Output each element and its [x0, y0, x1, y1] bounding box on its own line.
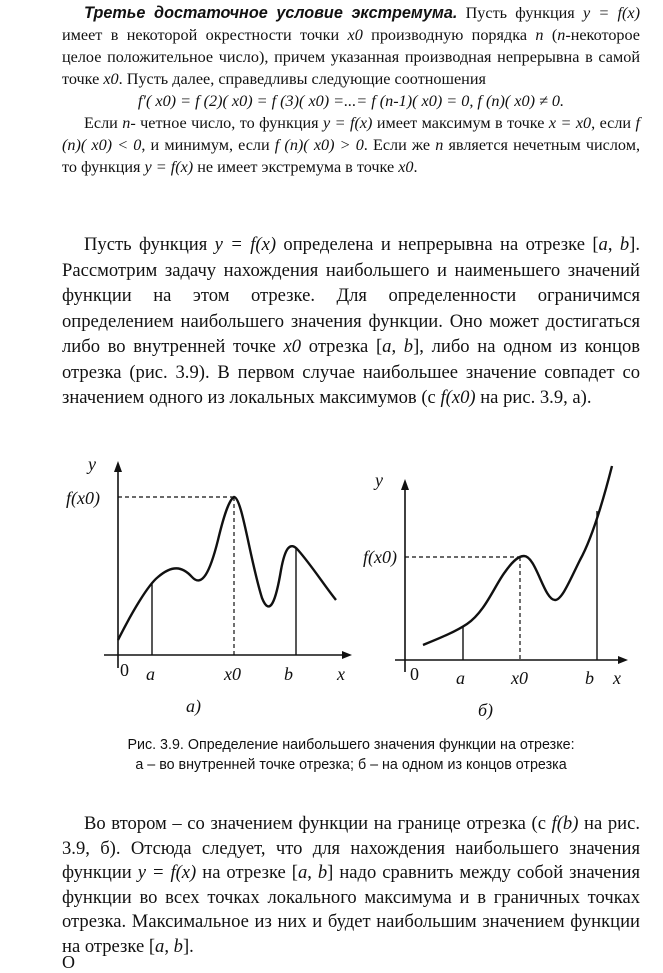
b-label: b — [284, 664, 293, 684]
y-label: y — [88, 454, 96, 474]
origin-label: 0 — [410, 664, 419, 684]
caption-line-1: Рис. 3.9. Определение наибольшего значения функции на отрезке: — [127, 737, 575, 753]
x-label: x — [613, 668, 621, 688]
caption-line-2: а – во внутренней точке отрезка; б – на одном из концов отрезка — [135, 757, 567, 773]
curve-a — [118, 497, 336, 640]
paragraph-text: Во втором – со значением функции на границе отрезка (с f(b) на рис. 3.9, б). Отсюда следует, что для нахождения наибольшего значения функции y = f(x) на отрезке [a, b] надо сравнить между собой значения функции во всех точках локального максимума и в граничных точках отрезка. Максимальное из них и будет наибольшим значением функции на отрезке [a, b]. — [62, 813, 641, 957]
x-axis-arrow — [618, 656, 628, 664]
paragraph-condition: Если n- четное число, то функция y = f(x) имеет максимум в точке x = x0, если f (n)( x0) < 0, и минимум, если f (n)( x0) > 0. Если же n является нечетным числом, то функция y = f(x) не имеет экстремума в точке x0. — [62, 114, 641, 176]
graph-a-labels — [66, 454, 345, 717]
graph-b — [395, 466, 628, 672]
x-label: x — [337, 664, 345, 684]
paragraph-text: Пусть функция y = f(x) определена и непрерывна на отрезке [a, b]. Рассмотрим задачу нахождения наибольшего и наименьшего значений функции на этом отрезке. Для определенности ограничимся определением наибольшего значения функции. Оно может достигаться либо во внутренней точке x0 отрезка [a, b], либо на одном из концов отрезка (рис. 3.9). В первом случае наибольшее значение совпадет со значением одного из локальных максимумов (с f(x0) на рис. 3.9, а). — [62, 234, 641, 408]
graph-a — [104, 461, 352, 668]
paragraph-text: Третье достаточное условие экстремума. Пусть функция y = f(x) имеет в некоторой окрестности точки x0 производную порядка n (n-некоторое целое положительное число), причем указанная производная непрерывна в самой точке x0. Пусть далее, справедливы следующие соотношения — [62, 4, 640, 88]
fx0-label: f(x0) — [363, 547, 397, 567]
x0-label: x0 — [224, 664, 241, 684]
x0-label: x0 — [511, 668, 528, 688]
paragraph-boundary-case — [62, 812, 640, 959]
formula-derivatives: f′( x0) = f (2)( x0) = f (3)( x0) =...= f (n-1)( x0) = 0, f (n)( x0) ≠ 0. — [137, 92, 565, 110]
cut-off-line: О — [62, 952, 75, 972]
y-axis-arrow — [114, 461, 122, 472]
a-label: a — [456, 668, 465, 688]
y-axis-arrow — [401, 479, 409, 490]
section-title: Третье достаточное условие экстремума. — [84, 4, 458, 22]
origin-label: 0 — [120, 660, 129, 680]
y-label: y — [375, 470, 383, 490]
fx0-label: f(x0) — [66, 488, 100, 508]
b-label: b — [585, 668, 594, 688]
figure-caption — [62, 735, 640, 775]
graph-a-caption: а) — [186, 696, 201, 716]
x-axis-arrow — [342, 651, 352, 659]
curve-b — [423, 466, 612, 645]
a-label: a — [146, 664, 155, 684]
graph-b-caption: б) — [478, 700, 494, 720]
